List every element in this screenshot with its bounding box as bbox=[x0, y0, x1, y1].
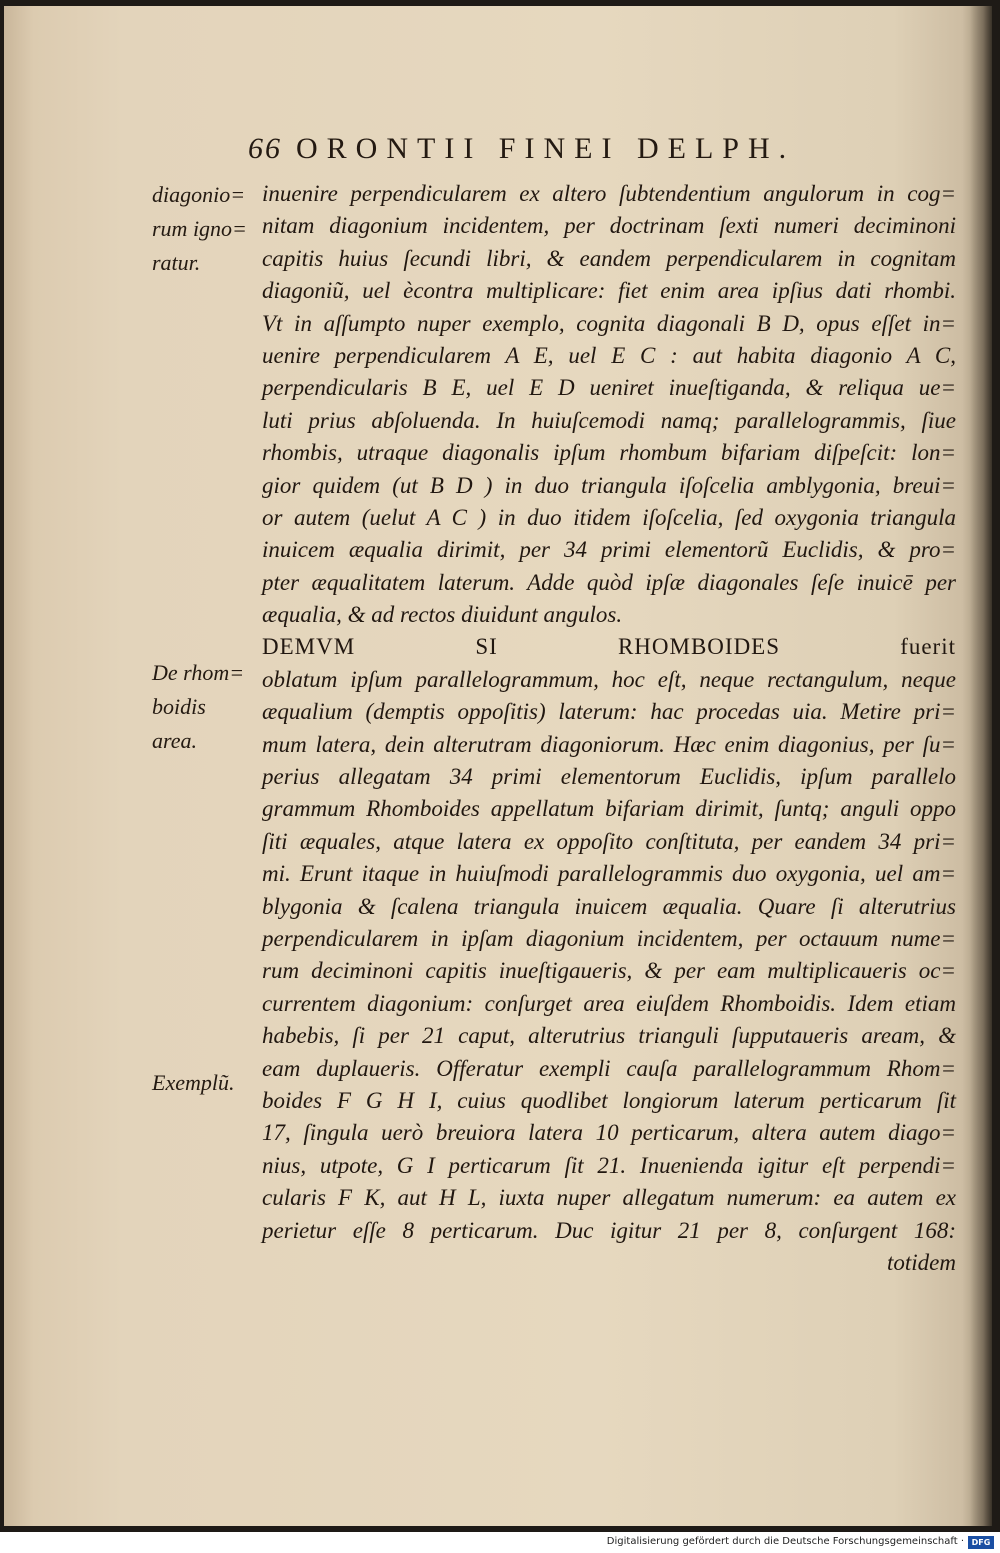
margin-note-line: De rhom= bbox=[152, 660, 245, 685]
text-line: Vt in aſſumpto nuper exemplo, cognita diagonali B D, opus eſſet in= bbox=[262, 310, 956, 336]
margin-note-line: Exemplũ. bbox=[152, 1070, 235, 1095]
text-line: grammum Rhomboides appellatum bifariam dirimit, ſuntq; anguli oppo bbox=[262, 796, 956, 822]
text-line: perius allegatam 34 primi elementorum Euclidis, ipſum parallelo bbox=[262, 764, 956, 790]
text-line: boides F G H I, cuius quodlibet longiorum laterum perticarum ſit bbox=[262, 1087, 956, 1113]
text-line: rum deciminoni capitis inueſtigaueris, & per eam multiplicaueris oc= bbox=[262, 958, 956, 984]
text-line: ſiti æquales, atque latera ex oppoſito conſtituta, per eandem 34 pri= bbox=[262, 828, 956, 854]
text-line: pter æqualitatem laterum. Adde quòd ipſæ diagonales ſeſe inuicē per bbox=[262, 569, 956, 595]
text-line: perpendicularis B E, uel E D ueniret inueſtiganda, & reliqua ue= bbox=[262, 375, 956, 401]
page-gutter-shadow bbox=[970, 6, 992, 1526]
text-line: nius, utpote, G I perticarum ſit 21. Inuenienda igitur eſt perpendi= bbox=[262, 1152, 956, 1178]
margin-note-line: ratur. bbox=[152, 250, 201, 275]
running-head bbox=[248, 132, 888, 172]
text-line: uenire perpendicularem A E, uel E C : aut habita diagonio A C, bbox=[262, 342, 956, 368]
book-page bbox=[4, 6, 992, 1526]
page-number: 66 bbox=[248, 132, 282, 165]
text-line: diagoniũ, uel ècontra multiplicare: fiet enim area ipſius dati rhombi. bbox=[262, 278, 956, 304]
margin-note-line: diagonio= bbox=[152, 182, 246, 207]
text-line: gior quidem (ut B D ) in duo triangula iſoſcelia amblygonia, breui= bbox=[262, 472, 956, 498]
margin-note-line: boidis bbox=[152, 694, 206, 719]
margin-note-rhomboidis bbox=[152, 656, 262, 758]
text-line: æqualia, & ad rectos diuidunt angulos. bbox=[262, 602, 623, 628]
text-line: or autem (uelut A C ) in duo itidem iſoſcelia, ſed oxygonia triangula bbox=[262, 504, 956, 530]
text-line: inuicem æqualia dirimit, per 34 primi elementorũ Euclidis, & pro= bbox=[262, 537, 956, 563]
text-line: eam duplaueris. Offeratur exempli cauſa parallelogrammum Rhom= bbox=[262, 1055, 956, 1081]
text-line: perietur eſſe 8 perticarum. Duc igitur 21 per 8, conſurgent 168: bbox=[262, 1217, 956, 1243]
text-line: cularis F K, aut H L, iuxta nuper allegatum numerum: ea autem ex bbox=[262, 1185, 956, 1211]
text-line: æqualium (demptis oppoſitis) laterum: hac procedas uia. Metire pri= bbox=[262, 699, 956, 725]
margin-note-diagonium bbox=[152, 178, 262, 280]
margin-note-exemplum bbox=[152, 1066, 262, 1100]
text-line: mum latera, dein alterutram diagoniorum. Hæc enim diagonius, per ſu= bbox=[262, 731, 956, 757]
catchword: totidem bbox=[887, 1249, 956, 1275]
dfg-logo: DFG bbox=[968, 1536, 994, 1549]
text-line: perpendicularem in ipſam diagonium incidentem, per octauum nume= bbox=[262, 925, 956, 951]
margin-note-line: area. bbox=[152, 728, 198, 753]
text-line: inuenire perpendicularem ex altero ſubtendentium angulorum in cog= bbox=[262, 181, 956, 206]
footer-credit: Digitalisierung gefördert durch die Deutsche Forschungsgemeinschaft · bbox=[606, 1536, 964, 1547]
running-title: ORONTII FINEI DELPH. bbox=[296, 132, 796, 165]
section-opening-line: DEMVM SI RHOMBOIDES fuerit bbox=[262, 634, 956, 660]
digitization-footer bbox=[0, 1532, 1000, 1553]
text-line: luti prius abſoluenda. In huiuſcemodi namq; parallelogrammis, ſiue bbox=[262, 407, 956, 433]
body-text bbox=[262, 178, 956, 1279]
text-line: blygonia & ſcalena triangula inuicem æqualia. Quare ſi alterutrius bbox=[262, 893, 956, 919]
text-line: capitis huius ſecundi libri, & eandem perpendicularem in cognitam bbox=[262, 245, 956, 271]
text-line: habebis, ſi per 21 caput, alterutrius trianguli ſupputaueris aream, & bbox=[262, 1023, 956, 1049]
text-line: 17, ſingula uerò breuiora latera 10 perticarum, altera autem diago= bbox=[262, 1120, 956, 1146]
text-line: rhombis, utraque diagonalis ipſum rhombum bifariam diſpeſcit: lon= bbox=[262, 440, 956, 466]
text-line: oblatum ipſum parallelogrammum, hoc eſt, neque rectangulum, neque bbox=[262, 666, 956, 692]
text-line: mi. Erunt itaque in huiuſmodi parallelogrammis duo oxygonia, uel am= bbox=[262, 861, 956, 887]
text-line: currentem diagonium: conſurget area eiuſdem Rhomboidis. Idem etiam bbox=[262, 990, 956, 1016]
margin-note-line: rum igno= bbox=[152, 216, 247, 241]
text-line: nitam diagonium incidentem, per doctrinam ſexti numeri deciminoni bbox=[262, 213, 956, 239]
